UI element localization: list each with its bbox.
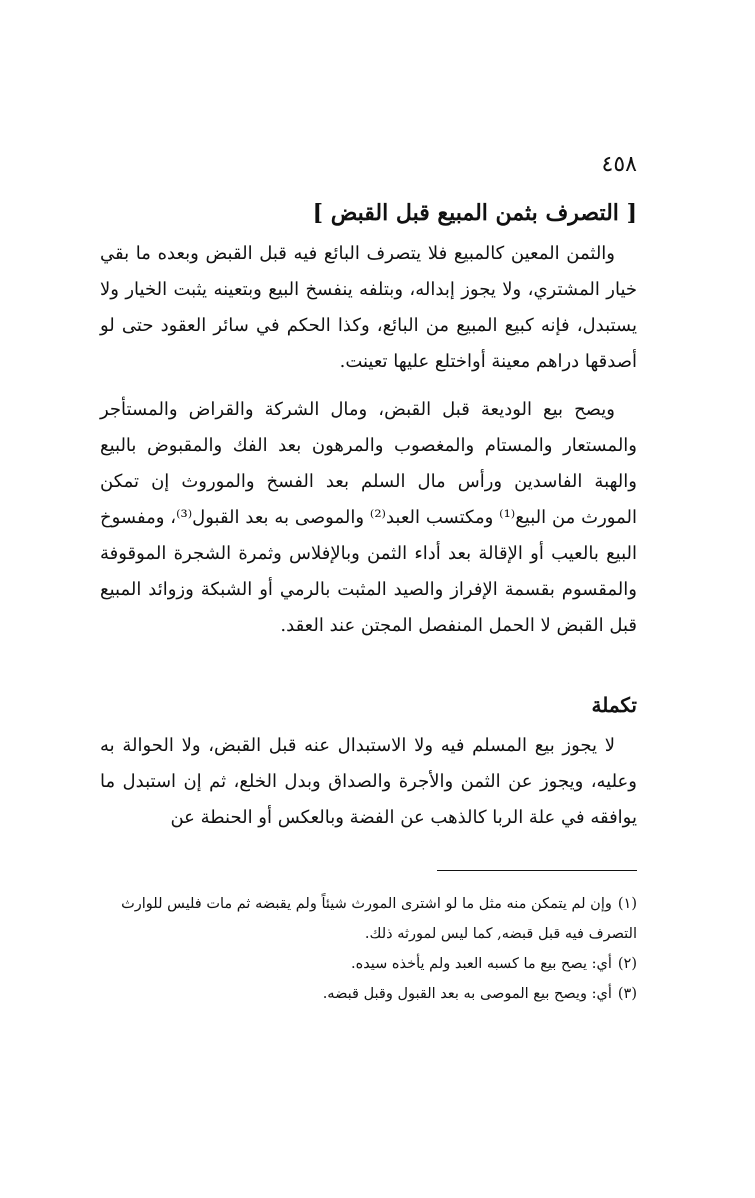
footnote-number: (٢)	[617, 956, 637, 972]
book-page	[100, 150, 637, 1009]
paragraph-1: والثمن المعين كالمبيع فلا يتصرف البائع فيه قبل القبض وبعده ما بقي خيار المشتري، ولا يجوز إبداله، وبتلفه ينفسخ البيع وبتعينه يثبت الخيار ولا يستبدل، فإنه كبيع المبيع من البائع، وكذا الحكم في سائر العقود حتى لو أصدقها دراهم معينة أواختلع عليها تعينت.	[100, 243, 637, 372]
footnotes	[100, 889, 637, 1009]
paragraph-2: ويصح بيع الوديعة قبل القبض، ومال الشركة والقراض والمستأجر والمستعار والمستام والمغصوب والمرهون بعد الفك والمقبوض بالبيع والهبة الفاسدين ورأس مال السلم بعد الفسخ والموروث إن تمكن المورث من البيع⁽¹⁾ ومكتسب العبد⁽²⁾ والموصى به بعد القبول⁽³⁾، ومفسوخ البيع بالعيب أو الإقالة بعد أداء الثمن وبالإفلاس وثمرة الشجرة الموقوفة والمقسوم بقسمة الإفراز والصيد المثبت بالرمي أو الشبكة وزوائد المبيع قبل القبض لا الحمل المنفصل المجتن عند العقد.	[100, 399, 637, 636]
footnote-3	[100, 979, 637, 1009]
footnote-number: (١)	[617, 896, 637, 912]
footnote-text: وإن لم يتمكن منه مثل ما لو اشترى المورث شيئاً ولم يقبضه ثم مات فليس للوارث التصرف فيه قبل قبضه, كما ليس لمورثه ذلك.	[121, 896, 637, 942]
section-title: تكملة	[591, 693, 637, 717]
footnote-text: أي: يصح بيع ما كسبه العبد ولم يأخذه سيده.	[350, 956, 612, 972]
chapter-heading: [ التصرف بثمن المبيع قبل القبض ]	[312, 200, 637, 226]
footnote-2	[100, 949, 637, 979]
section-paragraph: لا يجوز بيع المسلم فيه ولا الاستبدال عنه قبل القبض، ولا الحوالة به وعليه، ويجوز عن الثمن والأجرة والصداق وبدل الخلع، ثم إن استبدل ما يوافقه في علة الربا كالذهب عن الفضة وبالعكس أو الحنطة عن	[100, 735, 637, 828]
page-number: ٤٥٨	[601, 152, 637, 177]
footnote-text: أي: ويصح بيع الموصى به بعد القبول وقبل قبضه.	[322, 986, 612, 1002]
footnote-divider	[437, 870, 637, 871]
footnote-1	[100, 889, 637, 949]
footnote-number: (٣)	[617, 986, 637, 1002]
